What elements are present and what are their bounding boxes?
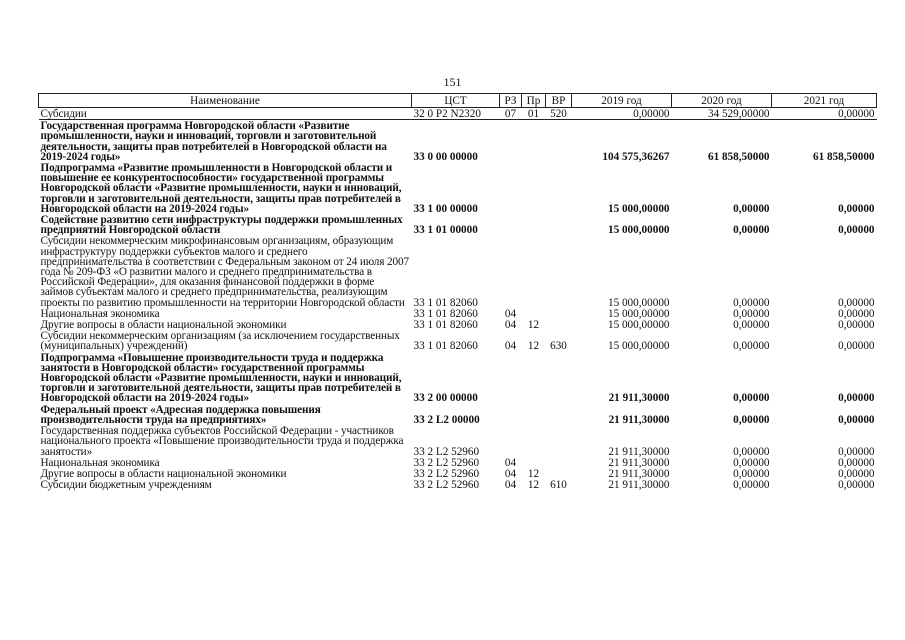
cell-cst: 33 2 L2 52960	[413, 456, 480, 469]
cell-name: Подпрограмма «Развитие промышленности в Новгородской области и повышение ее конкурентоспособности» государственной программы Новгородской области «Развитие промышленности, науки и инноваций, торговли и заготовительной деятельности, защиты прав потребителей в Новгородской области на 2019-2024 годы»	[40, 162, 402, 215]
cell-y2020: 0,00000	[733, 340, 770, 353]
cell-cst: 33 1 01 82060	[413, 307, 478, 320]
cell-pr	[522, 404, 546, 425]
column-header-2019: 2019 год	[572, 94, 672, 108]
cell-pr: 12	[527, 479, 540, 492]
cell-cst: 33 1 01 82060	[413, 340, 478, 353]
cell-y2021: 0,00000	[838, 413, 875, 426]
cell-y2019: 15 000,00000	[607, 202, 670, 215]
cell-rz	[500, 404, 522, 425]
cell-y2020: 0,00000	[733, 445, 770, 458]
cell-rz: 04	[504, 456, 517, 469]
cell-y2019: 21 911,30000	[608, 479, 670, 492]
cell-rz: 04	[504, 340, 517, 353]
cell-name: Государственная программа Новгородской области «Развитие промышленности, науки и инноваций, торговли и заготовительной деятельности, защиты прав потребителей в Новгородской области на 2019-2024 годы»	[40, 120, 387, 163]
cell-y2019: 21 911,30000	[608, 413, 670, 426]
cell-y2020: 0,00000	[733, 307, 770, 320]
table-row	[39, 404, 877, 425]
cell-cst: 33 1 01 82060	[413, 296, 478, 309]
cell-pr: 12	[527, 319, 540, 332]
cell-y2021: 0,00000	[772, 108, 877, 120]
cell-rz	[500, 162, 522, 214]
cell-y2021: 0,00000	[838, 456, 875, 469]
cell-name: Национальная экономика	[40, 307, 160, 320]
cell-name: Подпрограмма «Повышение производительности труда и поддержка занятости в Новгородской области» государственной программы Новгородской области «Развитие промышленности, науки и инноваций, торговли и заготовительной деятельности, защиты прав потребителей в Новгородской области на 2019-2024 годы»	[40, 351, 402, 405]
cell-cst: 33 1 01 82060	[413, 319, 478, 332]
table-row	[39, 479, 877, 490]
cell-y2021: 0,00000	[838, 319, 875, 332]
cell-y2021: 0,00000	[838, 340, 875, 353]
cell-vr	[546, 468, 572, 479]
cell-y2021: 0,00000	[838, 224, 875, 237]
cell-y2021: 0,00000	[838, 445, 875, 458]
cell-y2021: 61 858,50000	[812, 150, 875, 163]
cell-vr	[546, 425, 572, 457]
cell-y2020: 0,00000	[733, 296, 770, 309]
cell-y2019: 21 911,30000	[608, 467, 670, 480]
cell-vr: 520	[546, 108, 572, 120]
cell-name: Федеральный проект «Адресная поддержка повышения производительности труда на предприятиях»	[40, 403, 321, 426]
cell-cst: 33 2 L2 52960	[413, 445, 480, 458]
cell-name: Субсидии некоммерческим организациям (за исключением государственных (муниципальных) учреждений)	[40, 330, 400, 353]
cell-y2019: 104 575,36267	[602, 150, 670, 163]
cell-cst: 32 0 P2 N2320	[412, 108, 500, 120]
cell-y2020: 0,00000	[733, 392, 770, 405]
cell-pr	[522, 308, 546, 319]
cell-pr	[522, 120, 546, 162]
cell-vr	[546, 235, 572, 307]
cell-name: Субсидии некоммерческим микрофинансовым организациям, образующим инфраструктуру поддержки субъектов малого и среднего предпринимательства в соответствии с Федеральным законом от 24 июля 2007 года № 209-ФЗ «О развитии малого и среднего предпринимательства в Российской Федерации», для оказания финансовой поддержки в форме займов субъектам малого и среднего предпринимательства, реализующим проекты по развитию промышленности на территории Новгородской области	[40, 235, 409, 309]
cell-y2021: 0,00000	[838, 307, 875, 320]
cell-pr	[522, 235, 546, 307]
cell-cst: 33 2 00 00000	[413, 392, 478, 405]
cell-y2019: 21 911,30000	[608, 456, 670, 469]
column-header-vr: ВР	[546, 94, 572, 108]
budget-table	[38, 93, 877, 490]
table-header	[39, 94, 877, 108]
cell-y2021: 0,00000	[838, 296, 875, 309]
cell-y2020: 0,00000	[733, 479, 770, 492]
cell-pr	[522, 457, 546, 468]
table-row	[39, 120, 877, 162]
cell-rz	[500, 352, 522, 404]
table-row	[39, 468, 877, 479]
cell-cst: 33 0 00 00000	[413, 150, 478, 163]
cell-y2019: 15 000,00000	[607, 296, 670, 309]
cell-y2020: 0,00000	[733, 319, 770, 332]
cell-y2019: 15 000,00000	[607, 319, 670, 332]
cell-y2020: 0,00000	[733, 202, 770, 215]
table-body	[39, 108, 877, 491]
cell-pr	[522, 162, 546, 214]
cell-pr: 12	[527, 467, 540, 480]
cell-y2020: 0,00000	[733, 456, 770, 469]
cell-pr: 12	[527, 340, 540, 353]
table-row	[39, 108, 877, 120]
table-row	[39, 425, 877, 457]
column-header-2021: 2021 год	[772, 94, 877, 108]
cell-vr	[546, 120, 572, 162]
cell-vr	[546, 404, 572, 425]
cell-y2019: 21 911,30000	[608, 445, 670, 458]
cell-y2019: 0,00000	[572, 108, 672, 120]
cell-cst: 33 1 00 00000	[413, 202, 478, 215]
cell-y2021: 0,00000	[838, 479, 875, 492]
cell-rz	[500, 120, 522, 162]
column-header-pr: Пр	[522, 94, 546, 108]
column-header-cst: ЦСТ	[412, 94, 500, 108]
cell-y2019: 15 000,00000	[607, 224, 670, 237]
cell-y2021: 0,00000	[838, 467, 875, 480]
cell-vr	[546, 214, 572, 235]
cell-y2020: 61 858,50000	[707, 150, 770, 163]
cell-pr	[522, 352, 546, 404]
cell-cst: 33 1 01 00000	[413, 224, 478, 237]
cell-y2019: 15 000,00000	[607, 340, 670, 353]
cell-name: Субсидии бюджетным учреждениям	[40, 479, 212, 492]
cell-y2021: 0,00000	[838, 392, 875, 405]
table-row	[39, 162, 877, 214]
cell-y2020: 0,00000	[733, 413, 770, 426]
cell-vr	[546, 352, 572, 404]
cell-name: Другие вопросы в области национальной экономики	[40, 467, 287, 480]
cell-rz	[500, 425, 522, 457]
cell-name: Национальная экономика	[40, 456, 160, 469]
cell-rz: 04	[504, 307, 517, 320]
cell-y2019: 21 911,30000	[608, 392, 670, 405]
cell-vr	[546, 308, 572, 319]
cell-vr	[546, 457, 572, 468]
table-row	[39, 308, 877, 319]
cell-vr	[546, 319, 572, 330]
cell-y2020: 0,00000	[733, 467, 770, 480]
table-row	[39, 214, 877, 235]
column-header-name: Наименование	[39, 94, 412, 108]
cell-rz	[500, 235, 522, 307]
cell-pr	[522, 425, 546, 457]
column-header-rz: РЗ	[500, 94, 522, 108]
cell-vr	[546, 162, 572, 214]
cell-name: Другие вопросы в области национальной экономики	[40, 319, 287, 332]
cell-name: Субсидии	[39, 108, 412, 120]
table-row	[39, 330, 877, 351]
cell-rz: 07	[500, 108, 522, 120]
page-number: 151	[443, 75, 462, 89]
table-row	[39, 235, 877, 307]
cell-cst: 33 2 L2 00000	[413, 413, 480, 426]
cell-rz: 04	[504, 319, 517, 332]
cell-cst: 33 2 L2 52960	[413, 479, 480, 492]
cell-rz: 04	[504, 467, 517, 480]
column-header-2020: 2020 год	[672, 94, 772, 108]
cell-pr	[522, 214, 546, 235]
table-row	[39, 352, 877, 404]
cell-vr: 610	[550, 479, 567, 492]
cell-y2021: 0,00000	[838, 202, 875, 215]
cell-rz	[500, 214, 522, 235]
cell-name: Содействие развитию сети инфраструктуры поддержки промышленных предприятий Новгородской области	[40, 214, 403, 237]
cell-rz: 04	[504, 479, 517, 492]
table-row	[39, 319, 877, 330]
cell-vr: 630	[550, 340, 567, 353]
cell-cst: 33 2 L2 52960	[413, 467, 480, 480]
cell-name: Государственная поддержка субъектов Российской Федерации - участников национального проекта «Повышение производительности труда и поддержка занятости»	[40, 425, 404, 458]
table-row	[39, 457, 877, 468]
cell-y2020: 34 529,00000	[672, 108, 772, 120]
cell-y2019: 15 000,00000	[607, 307, 670, 320]
cell-pr: 01	[522, 108, 546, 120]
cell-y2020: 0,00000	[733, 224, 770, 237]
